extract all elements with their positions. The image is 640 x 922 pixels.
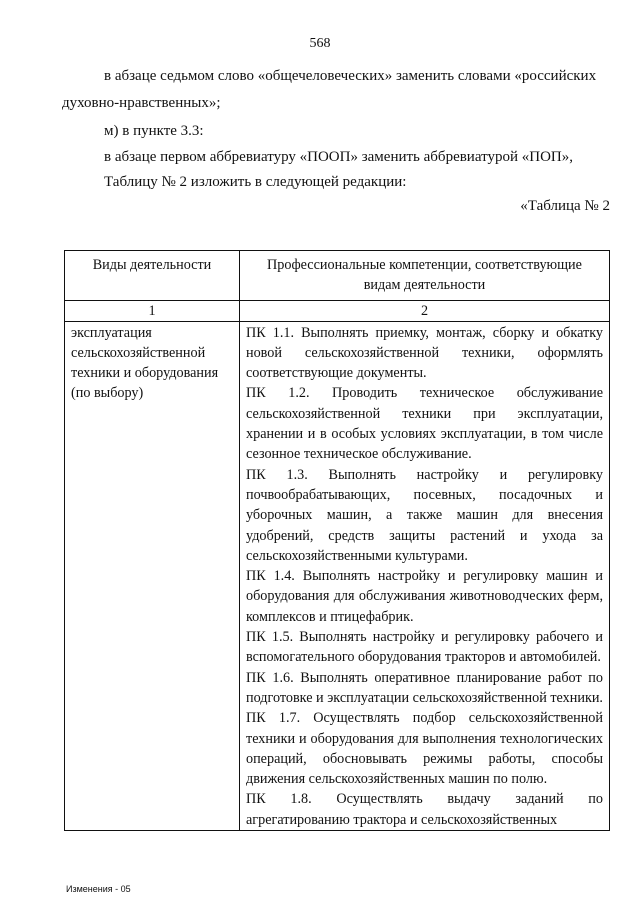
competencies-cell [240, 321, 610, 830]
activity-cell: эксплуатация сельскохозяйственной техники и оборудования (по выбору) [65, 321, 240, 830]
paragraph-line-5: Таблицу № 2 изложить в следующей редакции: [104, 174, 407, 190]
page-number: 568 [309, 36, 331, 51]
column-number-row [65, 300, 610, 321]
competency-pk-1-2: ПК 1.2. Проводить техническое обслуживание сельскохозяйственной техники при эксплуатации, хранении и в особых условиях эксплуатации, в том числе сезонное техническое обслуживание. [246, 385, 603, 463]
competency-pk-1-5: ПК 1.5. Выполнять настройку и регулировку рабочего и вспомогательного оборудования тракторов и автомобилей. [246, 629, 603, 666]
paragraph-line-2: духовно-нравственных»; [62, 95, 221, 111]
competency-pk-1-4: ПК 1.4. Выполнять настройку и регулировку машин и оборудования для обслуживания животноводческих ферм, комплексов и птицефабрик. [246, 568, 603, 625]
paragraph-line-3: м) в пункте 3.3: [104, 123, 204, 139]
competencies-table [64, 250, 610, 831]
table-row [65, 321, 610, 830]
revision-note: Изменения - 05 [66, 884, 131, 894]
header-activity: Виды деятельности [65, 251, 240, 301]
table-header-row [65, 251, 610, 301]
column-number-1: 1 [65, 300, 240, 321]
competency-pk-1-6: ПК 1.6. Выполнять оперативное планирование работ по подготовке и эксплуатации сельскохозяйственной техники. [246, 669, 603, 706]
competency-pk-1-7: ПК 1.7. Осуществлять подбор сельскохозяйственной техники и оборудования для выполнения технологических операций, обосновывать режимы работы, способы движения сельскохозяйственных машин по полю. [246, 710, 603, 788]
column-number-2: 2 [240, 300, 610, 321]
table-label: «Таблица № 2 [520, 198, 610, 214]
competency-pk-1-1: ПК 1.1. Выполнять приемку, монтаж, сборку и обкатку новой сельскохозяйственной техники, оформлять соответствующие документы. [246, 324, 603, 382]
competency-pk-1-3: ПК 1.3. Выполнять настройку и регулировку почвообрабатывающих, посевных, посадочных и уборочных машин, а также машин для внесения удобрений, средств защиты растений и ухода за сельскохозяйственными культурами. [246, 466, 603, 564]
competency-pk-1-8: ПК 1.8. Осуществлять выдачу заданий по агрегатированию трактора и сельскохозяйственных [246, 791, 603, 828]
paragraph-line-1: в абзаце седьмом слово «общечеловеческих» заменить словами «российских [104, 68, 597, 84]
header-competencies: Профессиональные компетенции, соответствующие видам деятельности [240, 251, 610, 301]
paragraph-line-4: в абзаце первом аббревиатуру «ПООП» заменить аббревиатурой «ПОП», [104, 149, 573, 165]
